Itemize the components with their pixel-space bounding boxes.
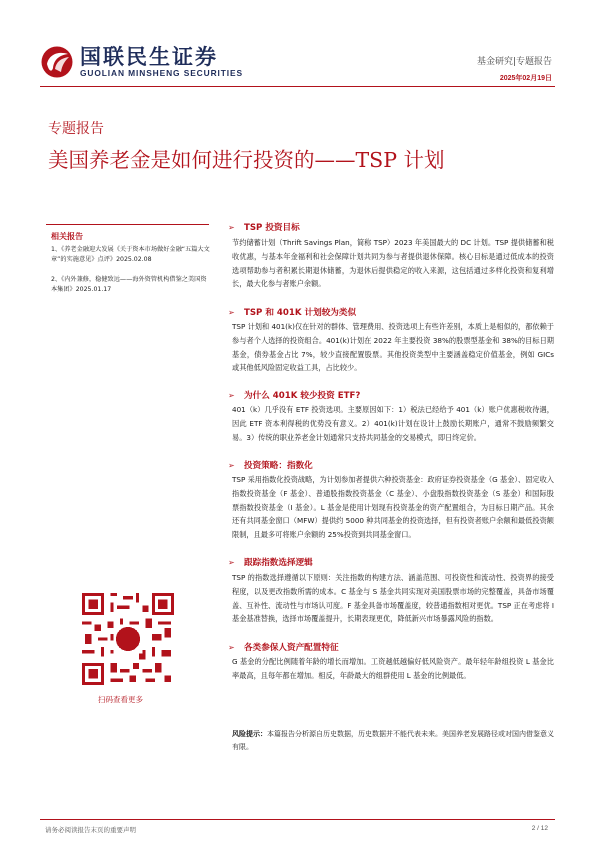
brand-name-en: GUOLIAN MINSHENG SECURITIES [80, 68, 243, 78]
arrow-icon: ➢ [228, 222, 235, 232]
related-reports-title: 相关报告 [51, 232, 83, 241]
report-type: 专题报告 [48, 121, 104, 137]
arrow-icon: ➢ [228, 307, 235, 317]
section-paragraph: TSP 计划和 401(k)仅在针对的群体、管理费用、投资选项上有些许差别，本质上是相似的，都依赖于参与者个人选择的投资组合。401(k)计划在 2022 年主要投资 38%的股票型基金和 38%的目标日期基金，债券基金占比 7%，较少直接配置股票。其他投资类型中主要涵盖稳定价值基金，例如 GICs 或其他低风险固定收益工具，占比较少。 [232, 322, 554, 373]
qr-caption: 扫码查看更多 [98, 695, 143, 704]
section-heading-text: 投资策略：指数化 [244, 461, 313, 471]
related-report-link[interactable]: 1、《养老金融迎大发展《关于资本市场做好金融“五篇大文章”的实施意见》点评》2025.02.08 [51, 246, 210, 263]
brand-logo-icon [40, 45, 76, 79]
section-heading-text: 各类参保人资产配置特征 [244, 643, 339, 653]
section-heading [228, 459, 313, 471]
section-heading-text: 跟踪指数选择逻辑 [244, 558, 313, 568]
section-heading [228, 389, 360, 401]
section-paragraph: 401（k）几乎没有 ETF 投资选项。主要原因如下：1）税法已经给予 401（k）账户优惠税收待遇，因此 ETF 资本利得税的优势没有意义。2）401(k)计划在设计上鼓励长期账户，通常不鼓励频繁交易。3）传统的职业养老金计划通常只支持共同基金的交易模式，即日终定价。 [232, 405, 554, 442]
arrow-icon: ➢ [228, 460, 235, 470]
section-heading [228, 306, 356, 318]
footer-divider [40, 819, 555, 820]
brand-name-cn: 国联民生证券 [80, 44, 218, 69]
sidebar-divider [46, 224, 209, 225]
page-title: 美国养老金是如何进行投资的——TSP 计划 [48, 148, 445, 172]
section-heading [228, 556, 313, 568]
report-date: 2025年02月19日 [499, 75, 552, 82]
section-paragraph: TSP 的指数选择遵循以下原则：关注指数的构建方法、涵盖范围、可投资性和流动性、投资界的接受程度，以及更改指数所需的成本。C 基金与 S 基金共同实现对美国股票市场的完整覆盖，具备市场覆盖、互补性、流动性与市场认可度。F 基金具备市场覆盖度，较普通指数相对更优。TSP 正在考虑将 I 基金基准替换，选择市场覆盖提升，长期表现更优，降低新兴市场暴露风险的指数。 [232, 573, 554, 624]
section-paragraph: 节约储蓄计划（Thrift Savings Plan，简称 TSP）2023 年美国最大的 DC 计划。TSP 提供储蓄和税收优惠，与基本年金福利和社会保障计划共同为参与者提供退休保障。核心目标是通过低成本的投资选项帮助参与者积累长期退休储蓄，为退休后提供稳定的收入来源，这包括通过多样化投资和复利增长，最大化参与者账户余额。 [232, 238, 554, 289]
arrow-icon: ➢ [228, 642, 235, 652]
section-paragraph: G 基金的分配比例随着年龄的增长而增加。工资越低越偏好低风险资产。最年轻年龄组投资 L 基金比率最高，且每年都在增加。相反，年龄最大的组群使用 L 基金的比例最低。 [232, 657, 554, 680]
header-divider [40, 86, 555, 87]
section-paragraph: TSP 采用指数化投资战略，为计划参加者提供六种投资基金：政府证券投资基金（G 基金）、固定收入指数投资基金（F 基金）、普通股指数投资基金（C 基金）、小盘股指数投资基金（S 基金）和国际股票指数投资基金（I 基金）。L 基金是使用计划现有投资基金的资产配置组合，为目标日期产品。其余还有共同基金窗口（MFW）提供约 5000 种共同基金的投资选择，但有投资者账户余额和最低投资额限制，且最多可将账户余额的 25%投资到共同基金窗口。 [232, 475, 554, 540]
section-heading [228, 221, 300, 233]
qr-code-icon[interactable] [82, 593, 174, 685]
risk-warning [232, 728, 554, 754]
page-number: 2 / 12 [531, 825, 548, 832]
risk-label: 风险提示： [232, 730, 267, 738]
risk-text: 本篇报告分析源自历史数据，历史数据并不能代表未来。美国养老发展路径或对国内借鉴意义有限。 [232, 730, 554, 751]
footer-disclaimer: 请务必阅读报告末页的重要声明 [45, 826, 136, 834]
arrow-icon: ➢ [228, 390, 235, 400]
section-heading-text: TSP 投资目标 [244, 223, 300, 233]
section-heading-text: TSP 和 401K 计划较为类似 [244, 308, 357, 318]
related-report-link[interactable]: 2、《内外兼修，稳健致远——海外资管机构借鉴之美国资本集团》2025.01.17 [51, 276, 207, 293]
section-heading-text: 为什么 401K 较少投资 ETF? [244, 391, 361, 401]
arrow-icon: ➢ [228, 557, 235, 567]
report-category: 基金研究|专题报告 [476, 57, 552, 67]
section-heading [228, 641, 339, 653]
